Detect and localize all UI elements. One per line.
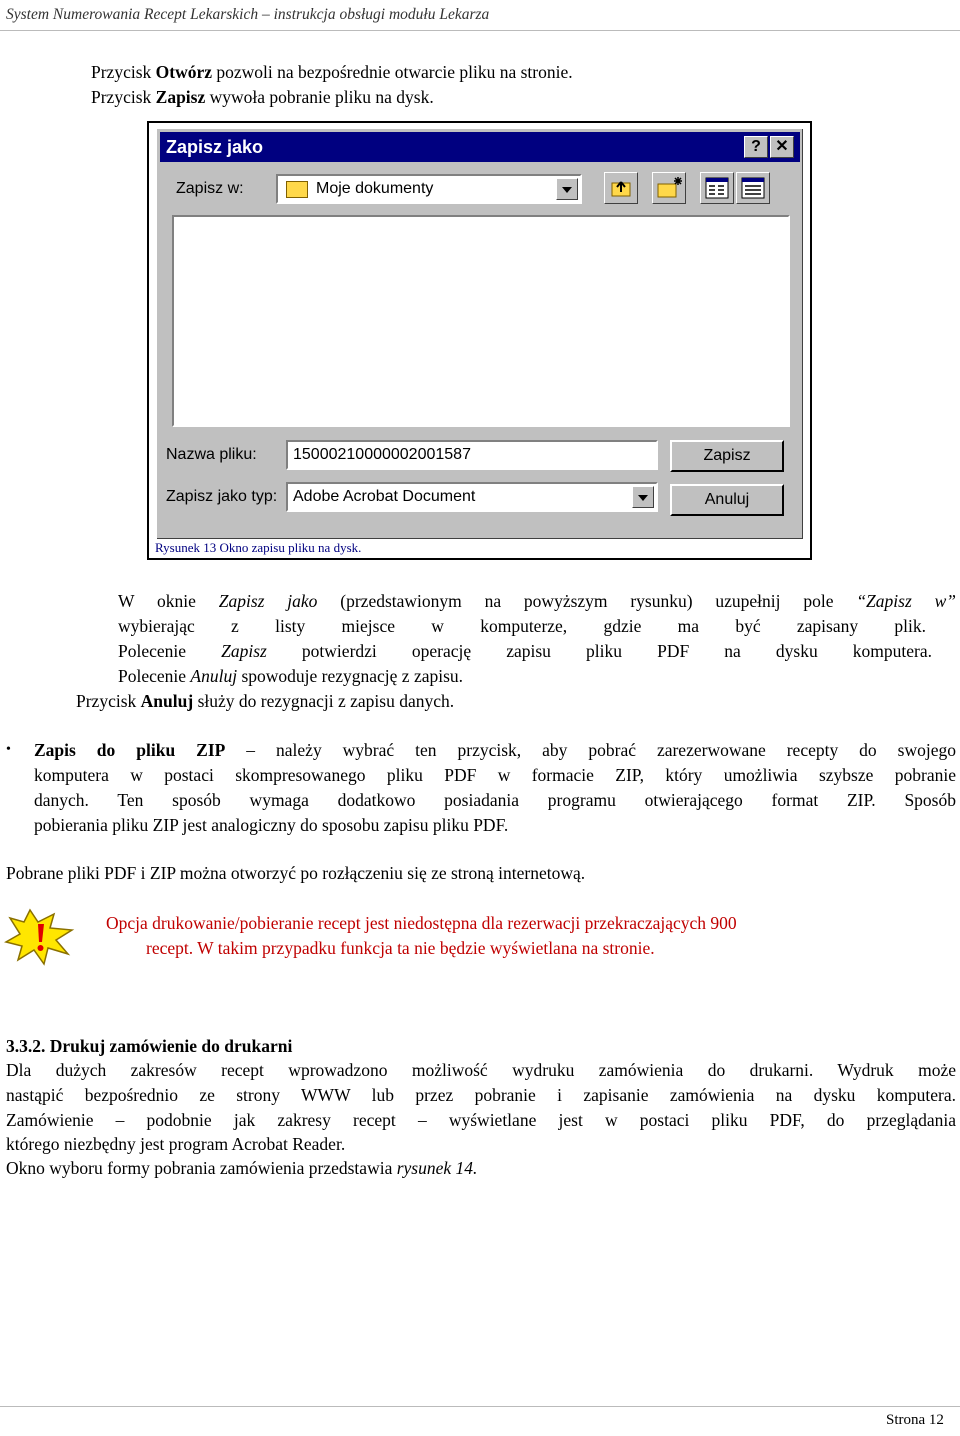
dialog-cancel-button[interactable]: Anuluj — [670, 484, 784, 516]
open-button-name: Otwórz — [155, 62, 213, 82]
para2 — [76, 689, 454, 713]
text: spowoduje rezygnację z zapisu. — [237, 666, 464, 686]
text-italic: Zapisz — [221, 641, 267, 661]
filetype-dropdown[interactable] — [286, 482, 658, 512]
intro-line-save — [91, 85, 434, 109]
text: Przycisk — [76, 691, 141, 711]
intro-text: wywoła pobranie pliku na dysk. — [205, 87, 434, 107]
new-folder-icon[interactable] — [652, 172, 686, 204]
text: służy do rezygnacji z zapisu danych. — [193, 691, 455, 711]
save-in-label: Zapisz w: — [176, 180, 244, 197]
header-divider — [0, 30, 960, 31]
text: Polecenie — [118, 666, 191, 686]
warning-line1: Opcja drukowanie/pobieranie recept jest niedostępna dla rezerwacji przekraczających 900 — [106, 913, 737, 933]
figure-caption: Rysunek 13 Okno zapisu pliku na dysk. — [155, 540, 362, 555]
text: – należy wybrać ten przycisk, aby pobrać zarezerwowane recepty do swojego — [225, 740, 956, 760]
chevron-down-icon[interactable] — [632, 486, 654, 508]
para1-line1 — [118, 589, 956, 613]
up-folder-icon[interactable] — [604, 172, 638, 204]
para3: Pobrane pliki PDF i ZIP można otworzyć po rozłączeniu się ze stroną internetową. — [6, 863, 586, 883]
cancel-button-name: Anuluj — [140, 691, 194, 711]
warning-line2: recept. W takim przypadku funkcja ta nie będzie wyświetlana na stronie. — [146, 938, 655, 958]
text: Okno wyboru formy pobrania zamówienia przedstawia — [6, 1158, 397, 1178]
dialog-save-button[interactable]: Zapisz — [670, 440, 784, 472]
intro-text: Przycisk — [91, 62, 156, 82]
save-in-value: Moje dokumenty — [316, 180, 434, 197]
bullet-line4: pobierania pliku ZIP jest analogiczny do sposobu zapisu pliku PDF. — [34, 815, 509, 835]
para1-line4 — [118, 664, 463, 688]
section-heading: 3.3.2. Drukuj zamówienie do drukarni — [6, 1036, 293, 1056]
section-line2: nastąpić bezpośrednio ze strony WWW lub przez pobranie i zapisanie zamówienia na dysku komputera. — [6, 1085, 956, 1105]
filename-input[interactable] — [286, 440, 658, 470]
details-view-icon[interactable] — [736, 172, 770, 204]
close-button[interactable]: ✕ — [770, 136, 794, 158]
file-list-area[interactable] — [172, 215, 790, 427]
para1-line2: wybierając z listy miejsce w komputerze, gdzie ma być zapisany plik. — [118, 616, 926, 636]
bullet-symbol: • — [6, 742, 11, 757]
bullet-line1 — [34, 738, 956, 762]
text: potwierdzi operację zapisu pliku PDF na dysku komputera. — [266, 641, 932, 661]
warning-icon — [4, 908, 76, 966]
text-bold: Zapis do pliku ZIP — [34, 740, 226, 760]
filename-value: 15000210000002001587 — [293, 446, 471, 463]
help-button[interactable]: ? — [744, 136, 768, 158]
filetype-value: Adobe Acrobat Document — [293, 488, 476, 505]
filename-label: Nazwa pliku: — [166, 446, 257, 463]
text-italic: Anuluj — [190, 666, 238, 686]
save-button-name: Zapisz — [155, 87, 206, 107]
para1-line3 — [118, 639, 932, 663]
folder-icon — [286, 181, 308, 198]
filetype-label: Zapisz jako typ: — [166, 488, 278, 505]
text-italic: Zapisz jako — [218, 591, 318, 611]
intro-line-open — [91, 60, 573, 84]
page-header-title: System Numerowania Recept Lekarskich – instrukcja obsługi modułu Lekarza — [6, 6, 490, 23]
bullet-line2: komputera w postaci skompresowanego pliku PDF w formacie ZIP, który umożliwia szybsze pobranie — [34, 765, 956, 785]
save-in-dropdown[interactable] — [276, 174, 582, 204]
text: W oknie — [118, 591, 219, 611]
chevron-down-icon[interactable] — [556, 178, 578, 200]
section-line4: którego niezbędny jest program Acrobat Reader. — [6, 1134, 346, 1154]
text-italic: “Zapisz w” — [856, 591, 956, 611]
intro-text: pozwoli na bezpośrednie otwarcie pliku na stronie. — [212, 62, 573, 82]
section-line3: Zamówienie – podobnie jak zakresy recept – wyświetlane jest w postaci pliku PDF, do przeglądania — [6, 1110, 956, 1130]
text: (przedstawionym na powyższym rysunku) uzupełnij pole — [317, 591, 857, 611]
section-line5 — [6, 1156, 477, 1180]
list-view-icon[interactable] — [700, 172, 734, 204]
footer-divider — [0, 1406, 960, 1407]
figure-reference: rysunek 14. — [396, 1158, 478, 1178]
text: Polecenie — [118, 641, 222, 661]
intro-text: Przycisk — [91, 87, 156, 107]
section-line1: Dla dużych zakresów recept wprowadzono możliwość wydruku zamówienia do drukarni. Wydruk może — [6, 1060, 956, 1080]
page-number: Strona 12 — [886, 1412, 944, 1428]
bullet-line3: danych. Ten sposób wymaga dodatkowo posiadania programu otwierającego format ZIP. Sposób — [34, 790, 956, 810]
dialog-title: Zapisz jako — [166, 137, 264, 157]
